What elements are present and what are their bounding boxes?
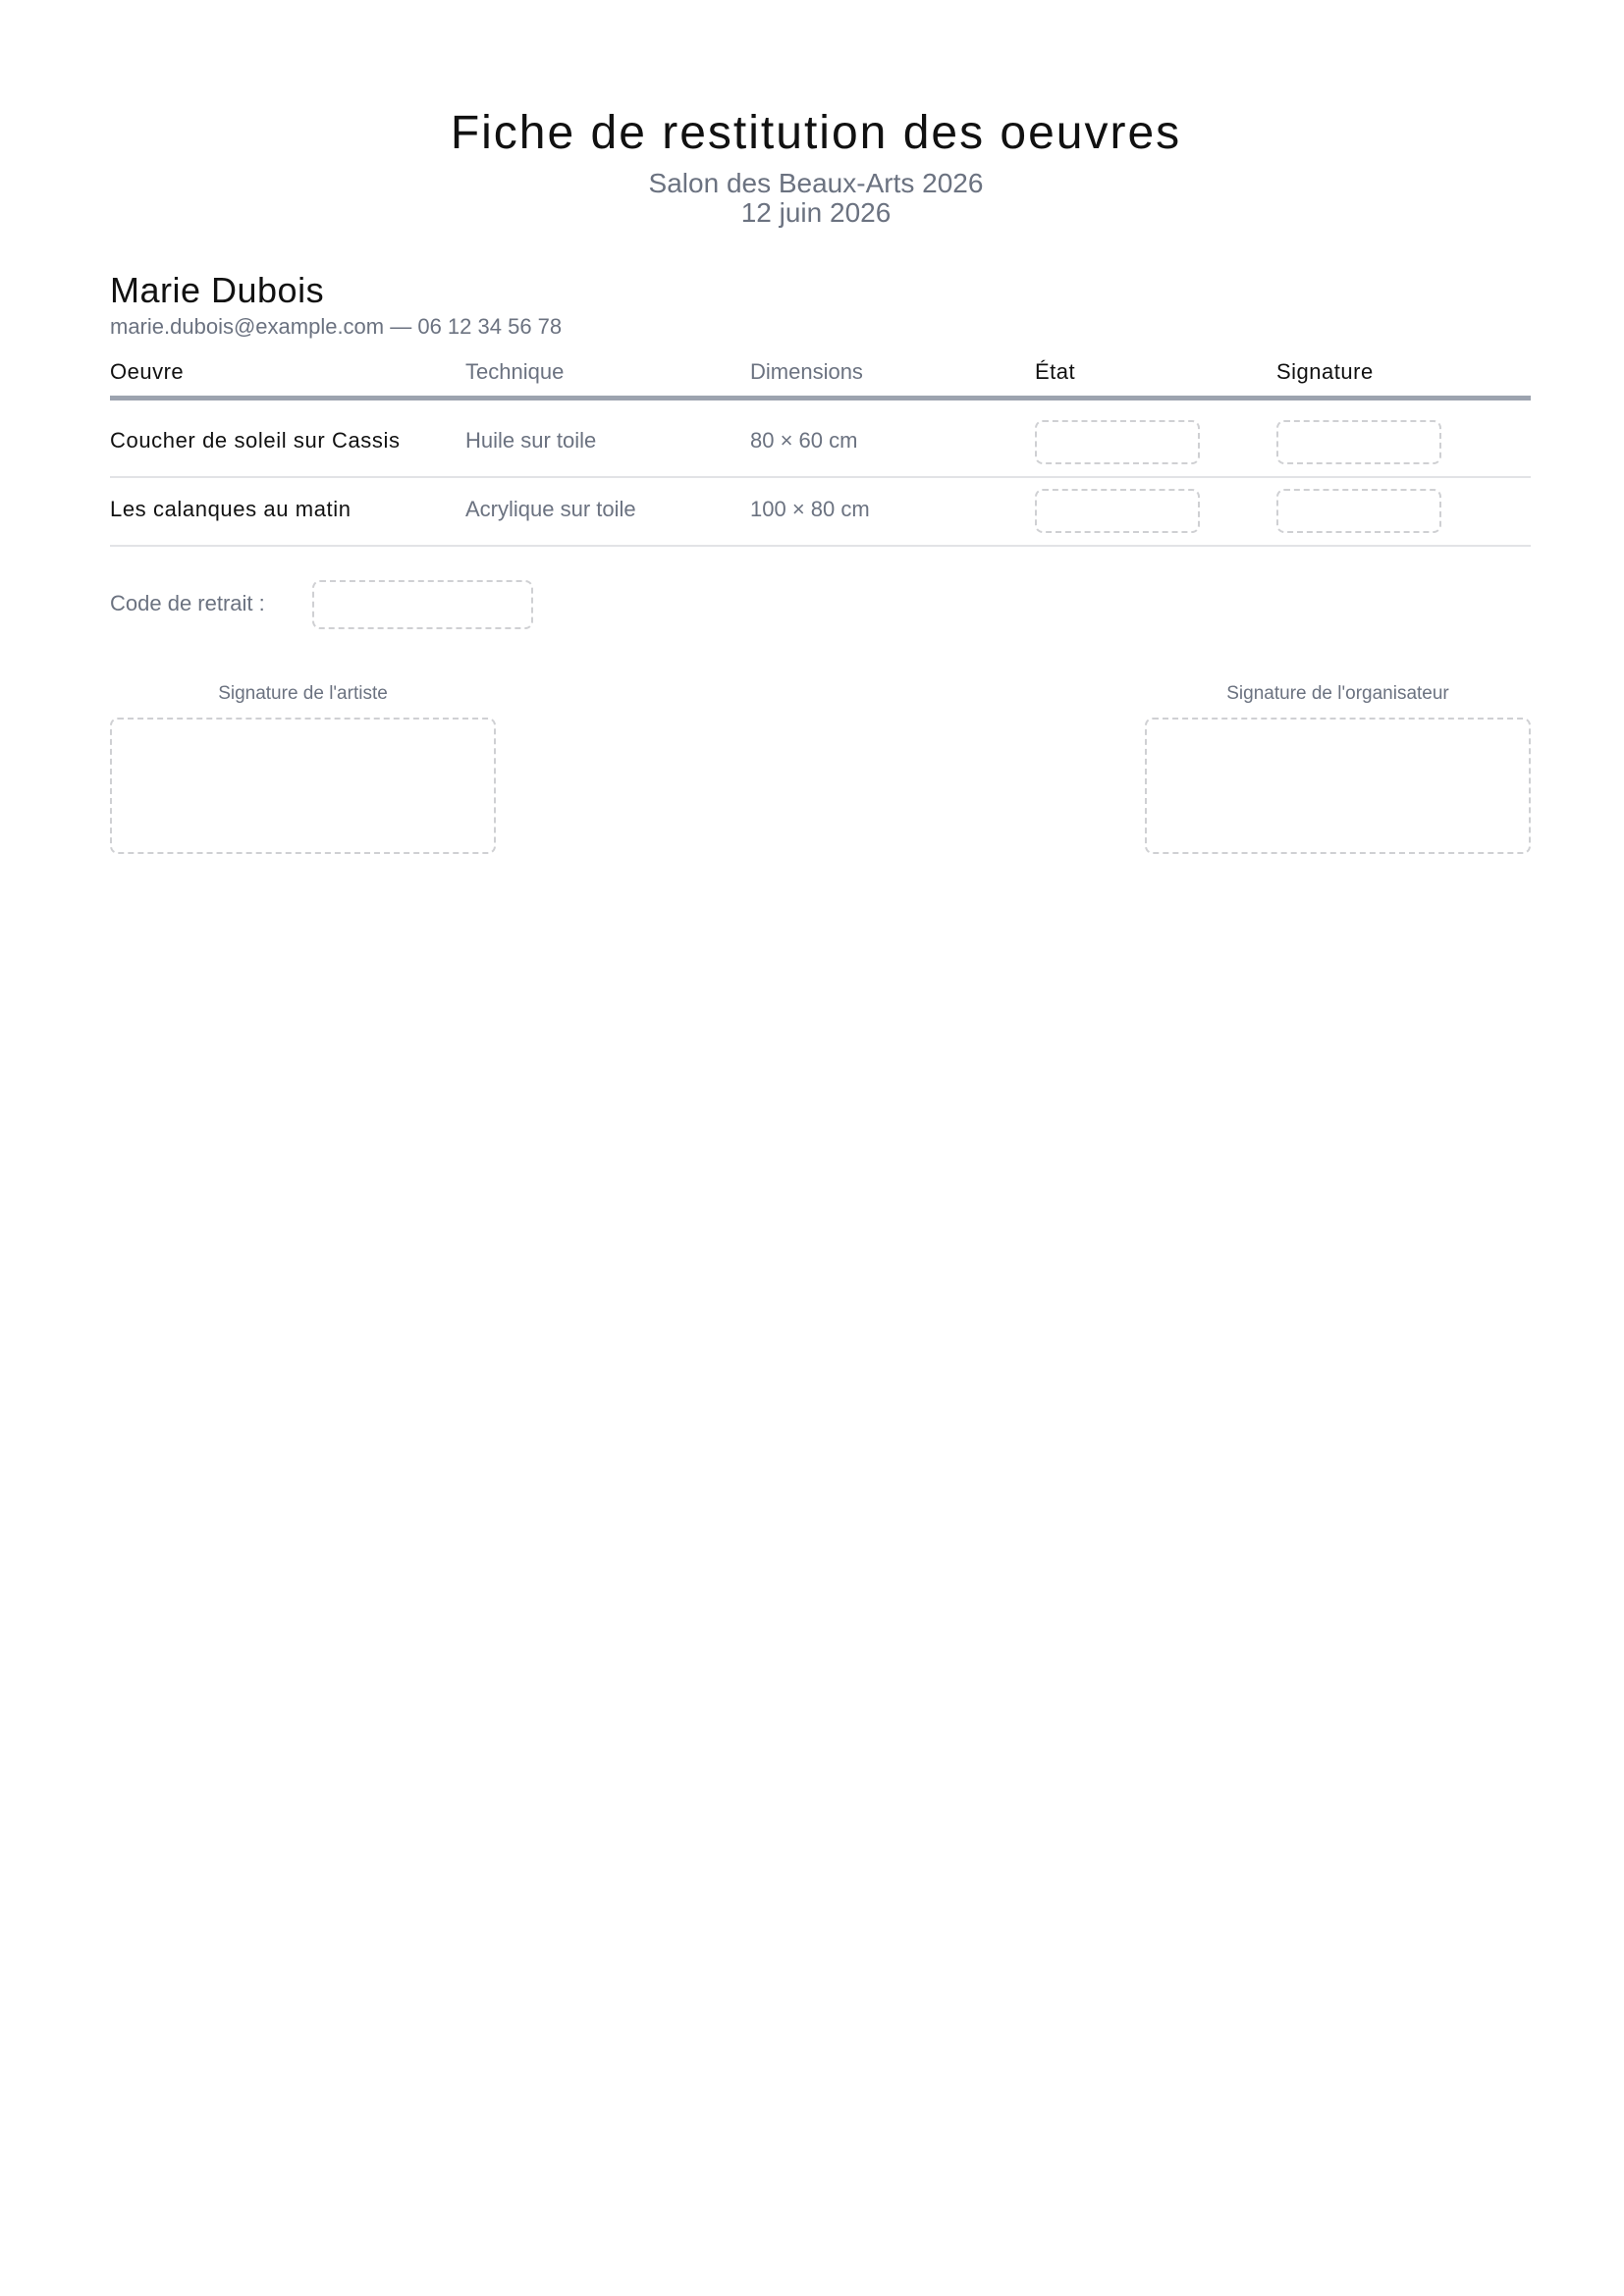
- artwork-title: Les calanques au matin: [110, 497, 352, 521]
- organizer-signature-label: Signature de l'organisateur: [1226, 683, 1449, 704]
- signature-field[interactable]: [1276, 420, 1441, 464]
- document-title: Fiche de restitution des oeuvres: [450, 107, 1182, 159]
- column-header-etat: État: [1035, 359, 1076, 384]
- column-header-signature: Signature: [1276, 359, 1374, 384]
- artist-signature-label: Signature de l'artiste: [218, 683, 388, 704]
- artist-signature-box[interactable]: [110, 718, 496, 854]
- organizer-signature-box[interactable]: [1145, 718, 1531, 854]
- pickup-code-label: Code de retrait :: [110, 591, 265, 615]
- pickup-code-field[interactable]: [312, 580, 533, 629]
- artwork-dimensions: 80 × 60 cm: [750, 428, 858, 453]
- artist-contact: marie.dubois@example.com — 06 12 34 56 78: [110, 314, 563, 339]
- row-divider: [110, 476, 1531, 478]
- column-header-technique: Technique: [465, 359, 565, 384]
- artwork-dimensions: 100 × 80 cm: [750, 497, 870, 521]
- signature-field[interactable]: [1276, 489, 1441, 533]
- artwork-technique: Acrylique sur toile: [465, 497, 636, 521]
- event-name: Salon des Beaux-Arts 2026: [648, 168, 984, 198]
- condition-field[interactable]: [1035, 420, 1200, 464]
- column-header-oeuvre: Oeuvre: [110, 359, 185, 384]
- table-header-divider: [110, 396, 1531, 400]
- column-header-dimensions: Dimensions: [750, 359, 863, 384]
- condition-field[interactable]: [1035, 489, 1200, 533]
- artwork-technique: Huile sur toile: [465, 428, 597, 453]
- artwork-title: Coucher de soleil sur Cassis: [110, 428, 401, 453]
- event-date: 12 juin 2026: [740, 197, 892, 228]
- row-divider: [110, 545, 1531, 547]
- artist-name: Marie Dubois: [110, 270, 325, 310]
